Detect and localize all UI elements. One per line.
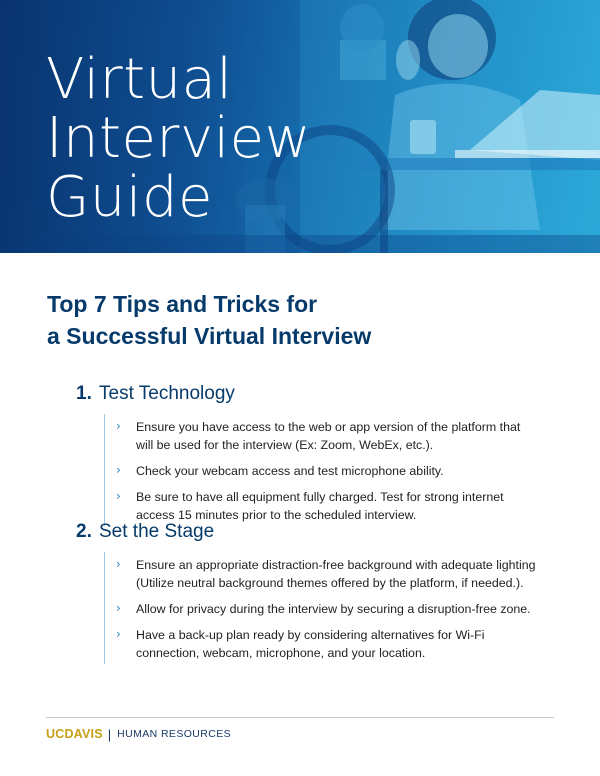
- title-line: Virtual: [46, 47, 233, 112]
- chevron-right-icon: ›: [116, 601, 121, 615]
- chevron-right-icon: ›: [116, 463, 121, 477]
- section-test-technology: [76, 382, 536, 526]
- list-item: [116, 488, 536, 524]
- main-heading: [47, 288, 371, 352]
- list-item: [116, 556, 536, 592]
- department-name: HUMAN RESOURCES: [117, 728, 232, 740]
- tip-text: Allow for privacy during the interview by securing a disruption-free zone.: [136, 602, 531, 616]
- chevron-right-icon: ›: [116, 557, 121, 571]
- section-number: 1.: [76, 383, 92, 404]
- section-number: 2.: [76, 521, 92, 542]
- section-title-text: Set the Stage: [99, 521, 215, 542]
- title-line: Guide: [46, 165, 213, 230]
- chevron-right-icon: ›: [116, 627, 121, 641]
- tips-list: [104, 552, 536, 664]
- footer-brand: [46, 727, 231, 741]
- tips-list: [104, 414, 536, 526]
- title-line: Interview: [46, 106, 311, 171]
- footer-divider: [46, 717, 554, 718]
- document-title: [46, 47, 311, 230]
- tip-text: Ensure an appropriate distraction-free background with adequate lighting (Utilize neutral background themes offered by the platform, if needed.).: [136, 558, 536, 590]
- section-title: [76, 382, 536, 406]
- tip-text: Ensure you have access to the web or app version of the platform that will be used for the interview (Ex: Zoom, WebEx, etc.).: [136, 420, 521, 452]
- list-item: [116, 462, 536, 480]
- list-item: [116, 418, 536, 454]
- footer-separator: |: [107, 726, 112, 742]
- section-title-text: Test Technology: [99, 383, 235, 404]
- hero-banner: [0, 0, 600, 253]
- list-item: [116, 626, 536, 662]
- chevron-right-icon: ›: [116, 419, 121, 433]
- tip-text: Have a back-up plan ready by considering alternatives for Wi-Fi connection, webcam, microphone, and your location.: [136, 628, 485, 660]
- section-title: [76, 520, 536, 544]
- tip-text: Be sure to have all equipment fully charged. Test for strong internet access 15 minutes prior to the scheduled interview.: [136, 490, 504, 522]
- list-item: [116, 600, 536, 618]
- ucdavis-logo: UCDAVIS: [46, 727, 103, 741]
- heading-line: Top 7 Tips and Tricks for: [47, 291, 318, 317]
- tip-text: Check your webcam access and test microphone ability.: [136, 464, 444, 478]
- chevron-right-icon: ›: [116, 489, 121, 503]
- heading-line: a Successful Virtual Interview: [47, 323, 372, 349]
- section-set-the-stage: [76, 520, 536, 664]
